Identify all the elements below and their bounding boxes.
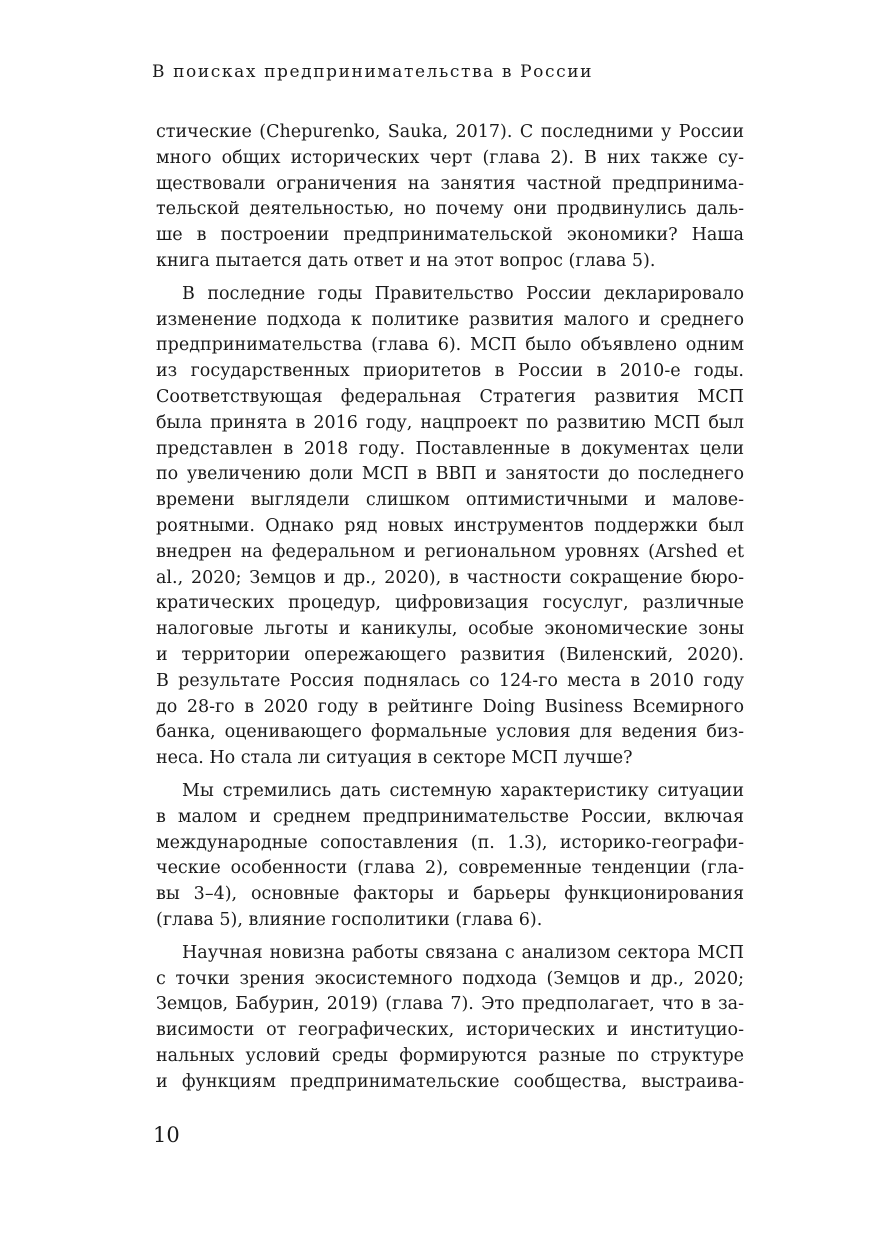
text-line: В результате Россия поднялась со 124-го места в 2010 году bbox=[156, 670, 744, 691]
text-line: до 28-го в 2020 году в рейтинге Doing Business Всемирного bbox=[156, 696, 744, 717]
text-line: внедрен на федеральном и региональном уровнях (Arshed et bbox=[156, 541, 744, 562]
text-line: стические (Chepurenko, Sauka, 2017). С последними у России bbox=[156, 122, 744, 142]
text-line: al., 2020; Земцов и др., 2020), в частности сокращение бюро- bbox=[156, 567, 744, 588]
text-line: ществовали ограничения на занятия частной предпринима- bbox=[156, 173, 744, 194]
text-line: в малом и среднем предпринимательстве России, включая bbox=[156, 806, 744, 827]
text-line: ше в построении предпринимательской экономики? Наша bbox=[156, 225, 744, 246]
text-line: по увеличению доли МСП в ВВП и занятости до последнего bbox=[156, 464, 744, 485]
text-line: нальных условий среды формируются разные по структуре bbox=[156, 1045, 744, 1066]
text-line: международные сопоставления (п. 1.3), историко-географи- bbox=[156, 832, 744, 853]
text-line: роятными. Однако ряд новых инструментов поддержки был bbox=[156, 515, 744, 536]
text-line: предпринимательства (глава 6). МСП было объявлено одним bbox=[156, 335, 744, 356]
paragraph bbox=[156, 779, 744, 934]
body-text bbox=[156, 120, 744, 1095]
text-line: налоговые льготы и каникулы, особые экономические зоны bbox=[156, 619, 744, 640]
text-line: Мы стремились дать системную характеристику ситуации bbox=[182, 780, 744, 801]
text-line: Земцов, Бабурин, 2019) (глава 7). Это предполагает, что в за- bbox=[156, 994, 744, 1015]
text-line: неса. Но стала ли ситуация в секторе МСП лучше? bbox=[156, 748, 633, 769]
text-line: висимости от географических, исторических и институцио- bbox=[156, 1020, 744, 1041]
text-line: ческие особенности (глава 2), современные тенденции (гла- bbox=[156, 858, 744, 879]
paragraph bbox=[156, 941, 744, 1096]
page-number: 10 bbox=[153, 1123, 180, 1147]
text-line: вы 3–4), основные факторы и барьеры функционирования bbox=[156, 884, 744, 905]
text-line: книга пытается дать ответ и на этот вопрос (глава 5). bbox=[156, 250, 656, 271]
text-line: была принята в 2016 году, нацпроект по развитию МСП был bbox=[156, 412, 744, 433]
paragraph bbox=[156, 120, 744, 275]
text-line: и территории опережающего развития (Виленский, 2020). bbox=[156, 644, 744, 665]
text-line: Научная новизна работы связана с анализом сектора МСП bbox=[182, 942, 744, 963]
text-line: изменение подхода к политике развития малого и среднего bbox=[156, 309, 744, 330]
text-line: времени выглядели слишком оптимистичными и малове- bbox=[156, 490, 744, 511]
text-line: (глава 5), влияние госполитики (глава 6). bbox=[156, 909, 543, 930]
text-line: банка, оценивающего формальные условия для ведения биз- bbox=[156, 722, 744, 743]
paragraph bbox=[156, 282, 744, 772]
text-line: представлен в 2018 году. Поставленные в документах цели bbox=[156, 438, 744, 459]
text-line: из государственных приоритетов в России в 2010-е годы. bbox=[156, 361, 744, 382]
text-line: Соответствующая федеральная Стратегия развития МСП bbox=[156, 386, 744, 407]
text-line: В последние годы Правительство России декларировало bbox=[182, 283, 744, 304]
text-line: с точки зрения экосистемного подхода (Земцов и др., 2020; bbox=[156, 968, 744, 989]
text-line: много общих исторических черт (глава 2). В них также су- bbox=[156, 147, 744, 168]
text-line: кратических процедур, цифровизация госуслуг, различные bbox=[156, 593, 744, 614]
text-line: и функциям предпринимательские сообщества, выстраива- bbox=[156, 1071, 744, 1092]
running-header: В поисках предпринимательства в России bbox=[152, 62, 594, 82]
text-line: тельской деятельностью, но почему они продвинулись даль- bbox=[156, 199, 744, 220]
